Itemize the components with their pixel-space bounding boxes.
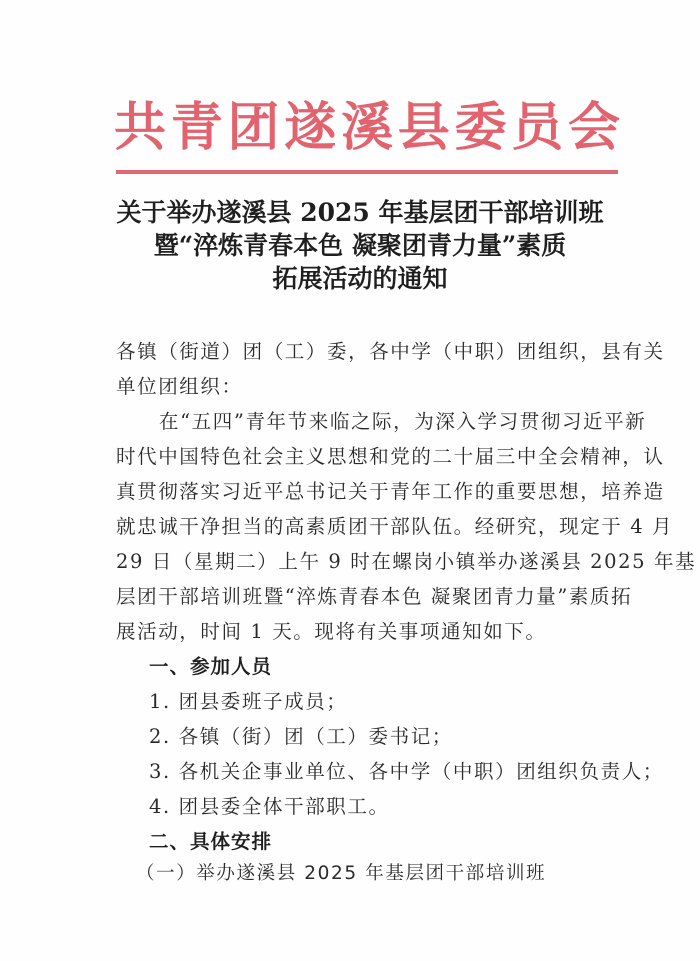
masthead-char: 委 bbox=[454, 97, 507, 158]
intro-line: 29 日（星期二）上午 9 时在螺岗小镇举办遂溪县 2025 年基 bbox=[116, 550, 697, 573]
section-heading-participants: 一、参加人员 bbox=[149, 655, 273, 678]
masthead-char: 溪 bbox=[340, 97, 393, 158]
masthead-char: 遂 bbox=[284, 97, 337, 158]
title-line: 暨“淬炼青春本色 凝聚团青力量”素质 bbox=[153, 231, 567, 260]
participant-item: 2. 各镇（街）团（工）委书记； bbox=[149, 725, 453, 748]
participant-item: 4. 团县委全体干部职工。 bbox=[149, 795, 390, 818]
masthead-char: 会 bbox=[567, 97, 620, 158]
intro-line: 展活动，时间 1 天。现将有关事项通知如下。 bbox=[116, 620, 547, 643]
addressee-line: 各镇（街道）团（工）委，各中学（中职）团组织，县有关 bbox=[116, 340, 665, 363]
intro-line: 时代中国特色社会主义思想和党的二十届三中全会精神，认 bbox=[116, 445, 665, 468]
title-line: 关于举办遂溪县 2025 年基层团干部培训班 bbox=[116, 198, 604, 227]
masthead-title bbox=[112, 96, 622, 160]
addressee-line: 单位团组织： bbox=[116, 375, 243, 398]
masthead-char: 共 bbox=[113, 97, 166, 158]
subsection-heading: （一）举办遂溪县 2025 年基层团干部培训班 bbox=[136, 863, 547, 884]
intro-line: 就忠诚干净担当的高素质团干部队伍。经研究，现定于 4 月 bbox=[116, 515, 674, 538]
masthead-char: 员 bbox=[511, 97, 564, 158]
participant-item: 3. 各机关企事业单位、各中学（中职）团组织负责人； bbox=[149, 760, 664, 783]
participant-item: 1. 团县委班子成员； bbox=[149, 690, 348, 713]
document-body bbox=[116, 334, 697, 889]
masthead-char: 县 bbox=[397, 97, 450, 158]
section-heading-arrangements: 二、具体安排 bbox=[149, 830, 273, 853]
red-divider-line bbox=[116, 170, 618, 174]
intro-line: 真贯彻落实习近平总书记关于青年工作的重要思想，培养造 bbox=[116, 480, 665, 503]
intro-line: 在“五四”青年节来临之际，为深入学习贯彻习近平新 bbox=[159, 410, 647, 433]
masthead-char: 团 bbox=[227, 97, 280, 158]
intro-line: 层团干部培训班暨“淬炼青春本色 凝聚团青力量”素质拓 bbox=[116, 585, 633, 608]
document-title bbox=[100, 196, 620, 295]
title-line: 拓展活动的通知 bbox=[272, 264, 448, 293]
masthead-char: 青 bbox=[170, 97, 223, 158]
